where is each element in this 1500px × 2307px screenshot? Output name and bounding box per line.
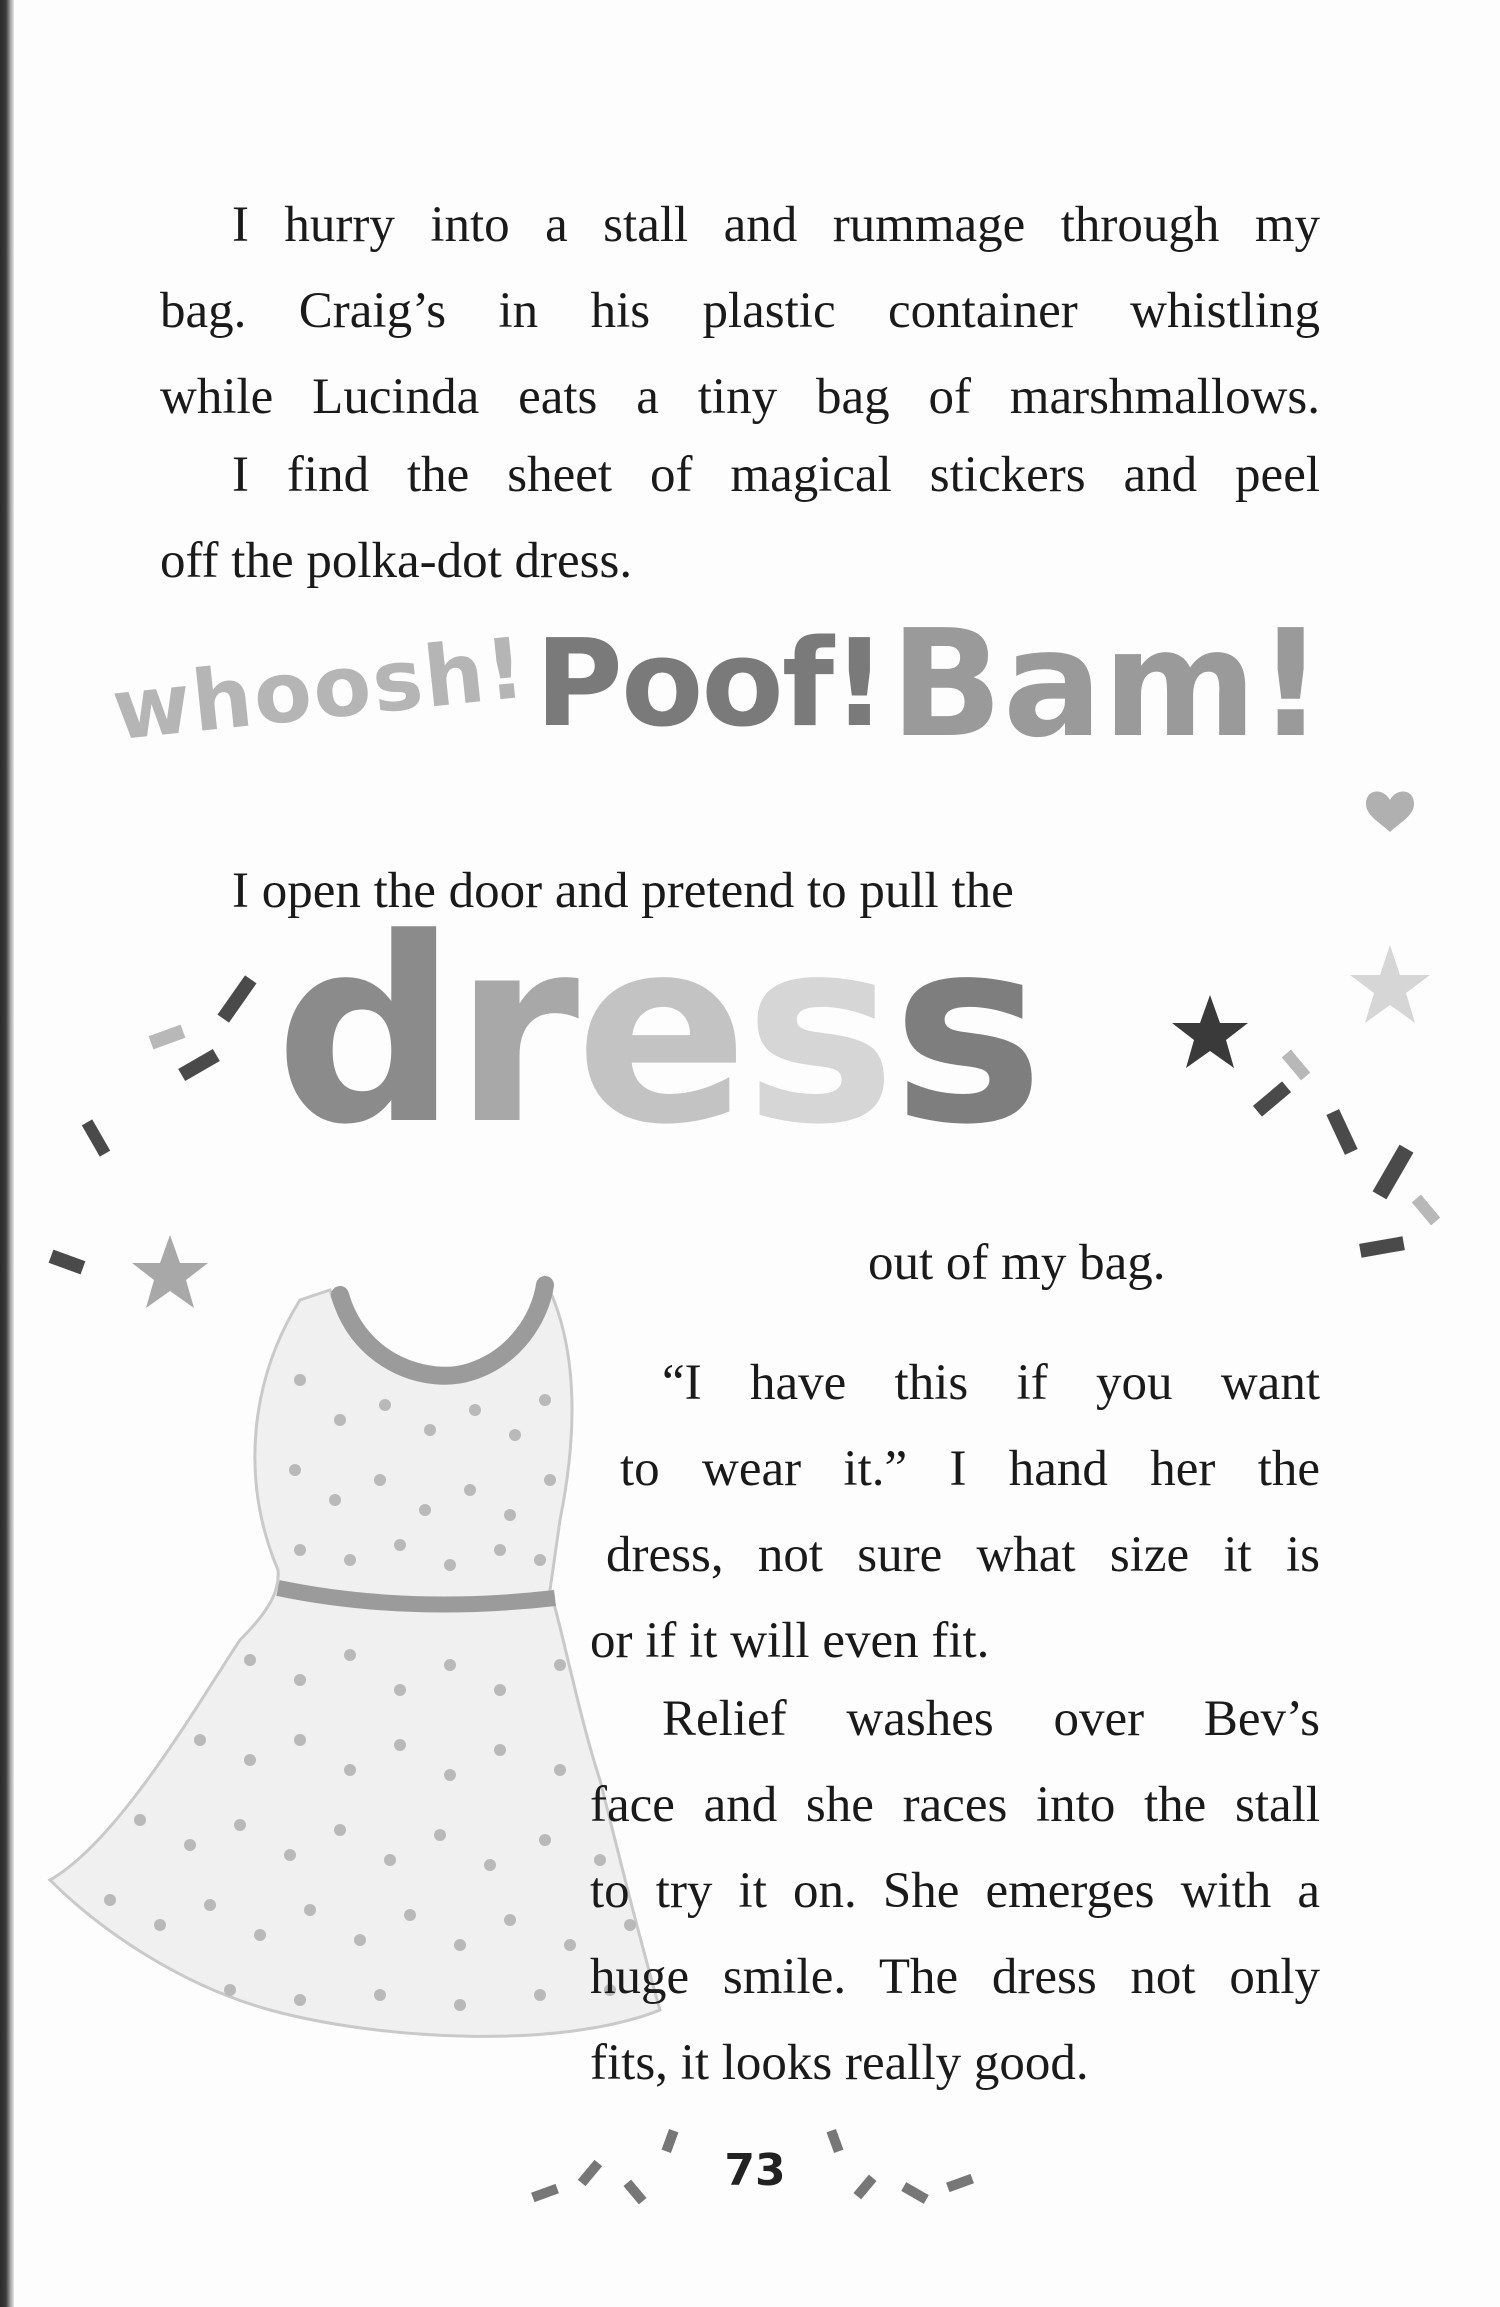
star-icon bbox=[1350, 945, 1430, 1023]
text-line: fits, it looks really good. bbox=[590, 2035, 1089, 2091]
star-icon bbox=[132, 1235, 208, 1308]
text-line: to try it on. She emerges with a bbox=[590, 1863, 1320, 1919]
text-line: while Lucinda eats a tiny bag of marshmallows. bbox=[160, 369, 1320, 425]
dress-letter: d bbox=[275, 884, 454, 1181]
star-icon bbox=[1172, 995, 1248, 1068]
text-line: or if it will even fit. bbox=[590, 1613, 990, 1669]
relief-paragraph bbox=[590, 1676, 1320, 2106]
text-line: Relief washes over Bev’s bbox=[662, 1691, 1320, 1747]
text-line: huge smile. The dress not only bbox=[590, 1949, 1320, 2005]
sound-effect-whoosh: whoosh! bbox=[108, 618, 531, 760]
text-line: bag. Craig’s in his plastic container whistling bbox=[160, 283, 1320, 339]
dress-letter: s bbox=[892, 884, 1040, 1181]
text-line: I find the sheet of magical stickers and peel bbox=[232, 447, 1320, 503]
dialogue-paragraph bbox=[590, 1340, 1320, 1684]
text-line: “I have this if you want bbox=[662, 1355, 1320, 1411]
text-line: face and she races into the stall bbox=[590, 1777, 1320, 1833]
dress-letter: s bbox=[744, 884, 893, 1181]
polka-dot-dress-illustration bbox=[50, 1280, 660, 2036]
after-dress-line: out of my bag. bbox=[868, 1235, 1166, 1291]
paragraph-2 bbox=[160, 432, 1320, 604]
dress-letter: e bbox=[575, 884, 745, 1181]
paragraph-1 bbox=[160, 182, 1320, 440]
text-line: off the polka-dot dress. bbox=[160, 533, 633, 589]
text-line: to wear it.” I hand her the bbox=[620, 1441, 1320, 1497]
text-line: I hurry into a stall and rummage through my bbox=[232, 197, 1320, 253]
text-line: dress, not sure what size it is bbox=[606, 1527, 1320, 1583]
heart-icon bbox=[1366, 791, 1414, 832]
pre-dress-line: I open the door and pretend to pull the bbox=[232, 863, 1014, 919]
sound-effect-bam: Bam! bbox=[890, 598, 1325, 770]
dress-letter: r bbox=[453, 884, 576, 1181]
sound-effect-poof: Poof! bbox=[535, 615, 885, 754]
page-number: 73 bbox=[724, 2145, 786, 2196]
